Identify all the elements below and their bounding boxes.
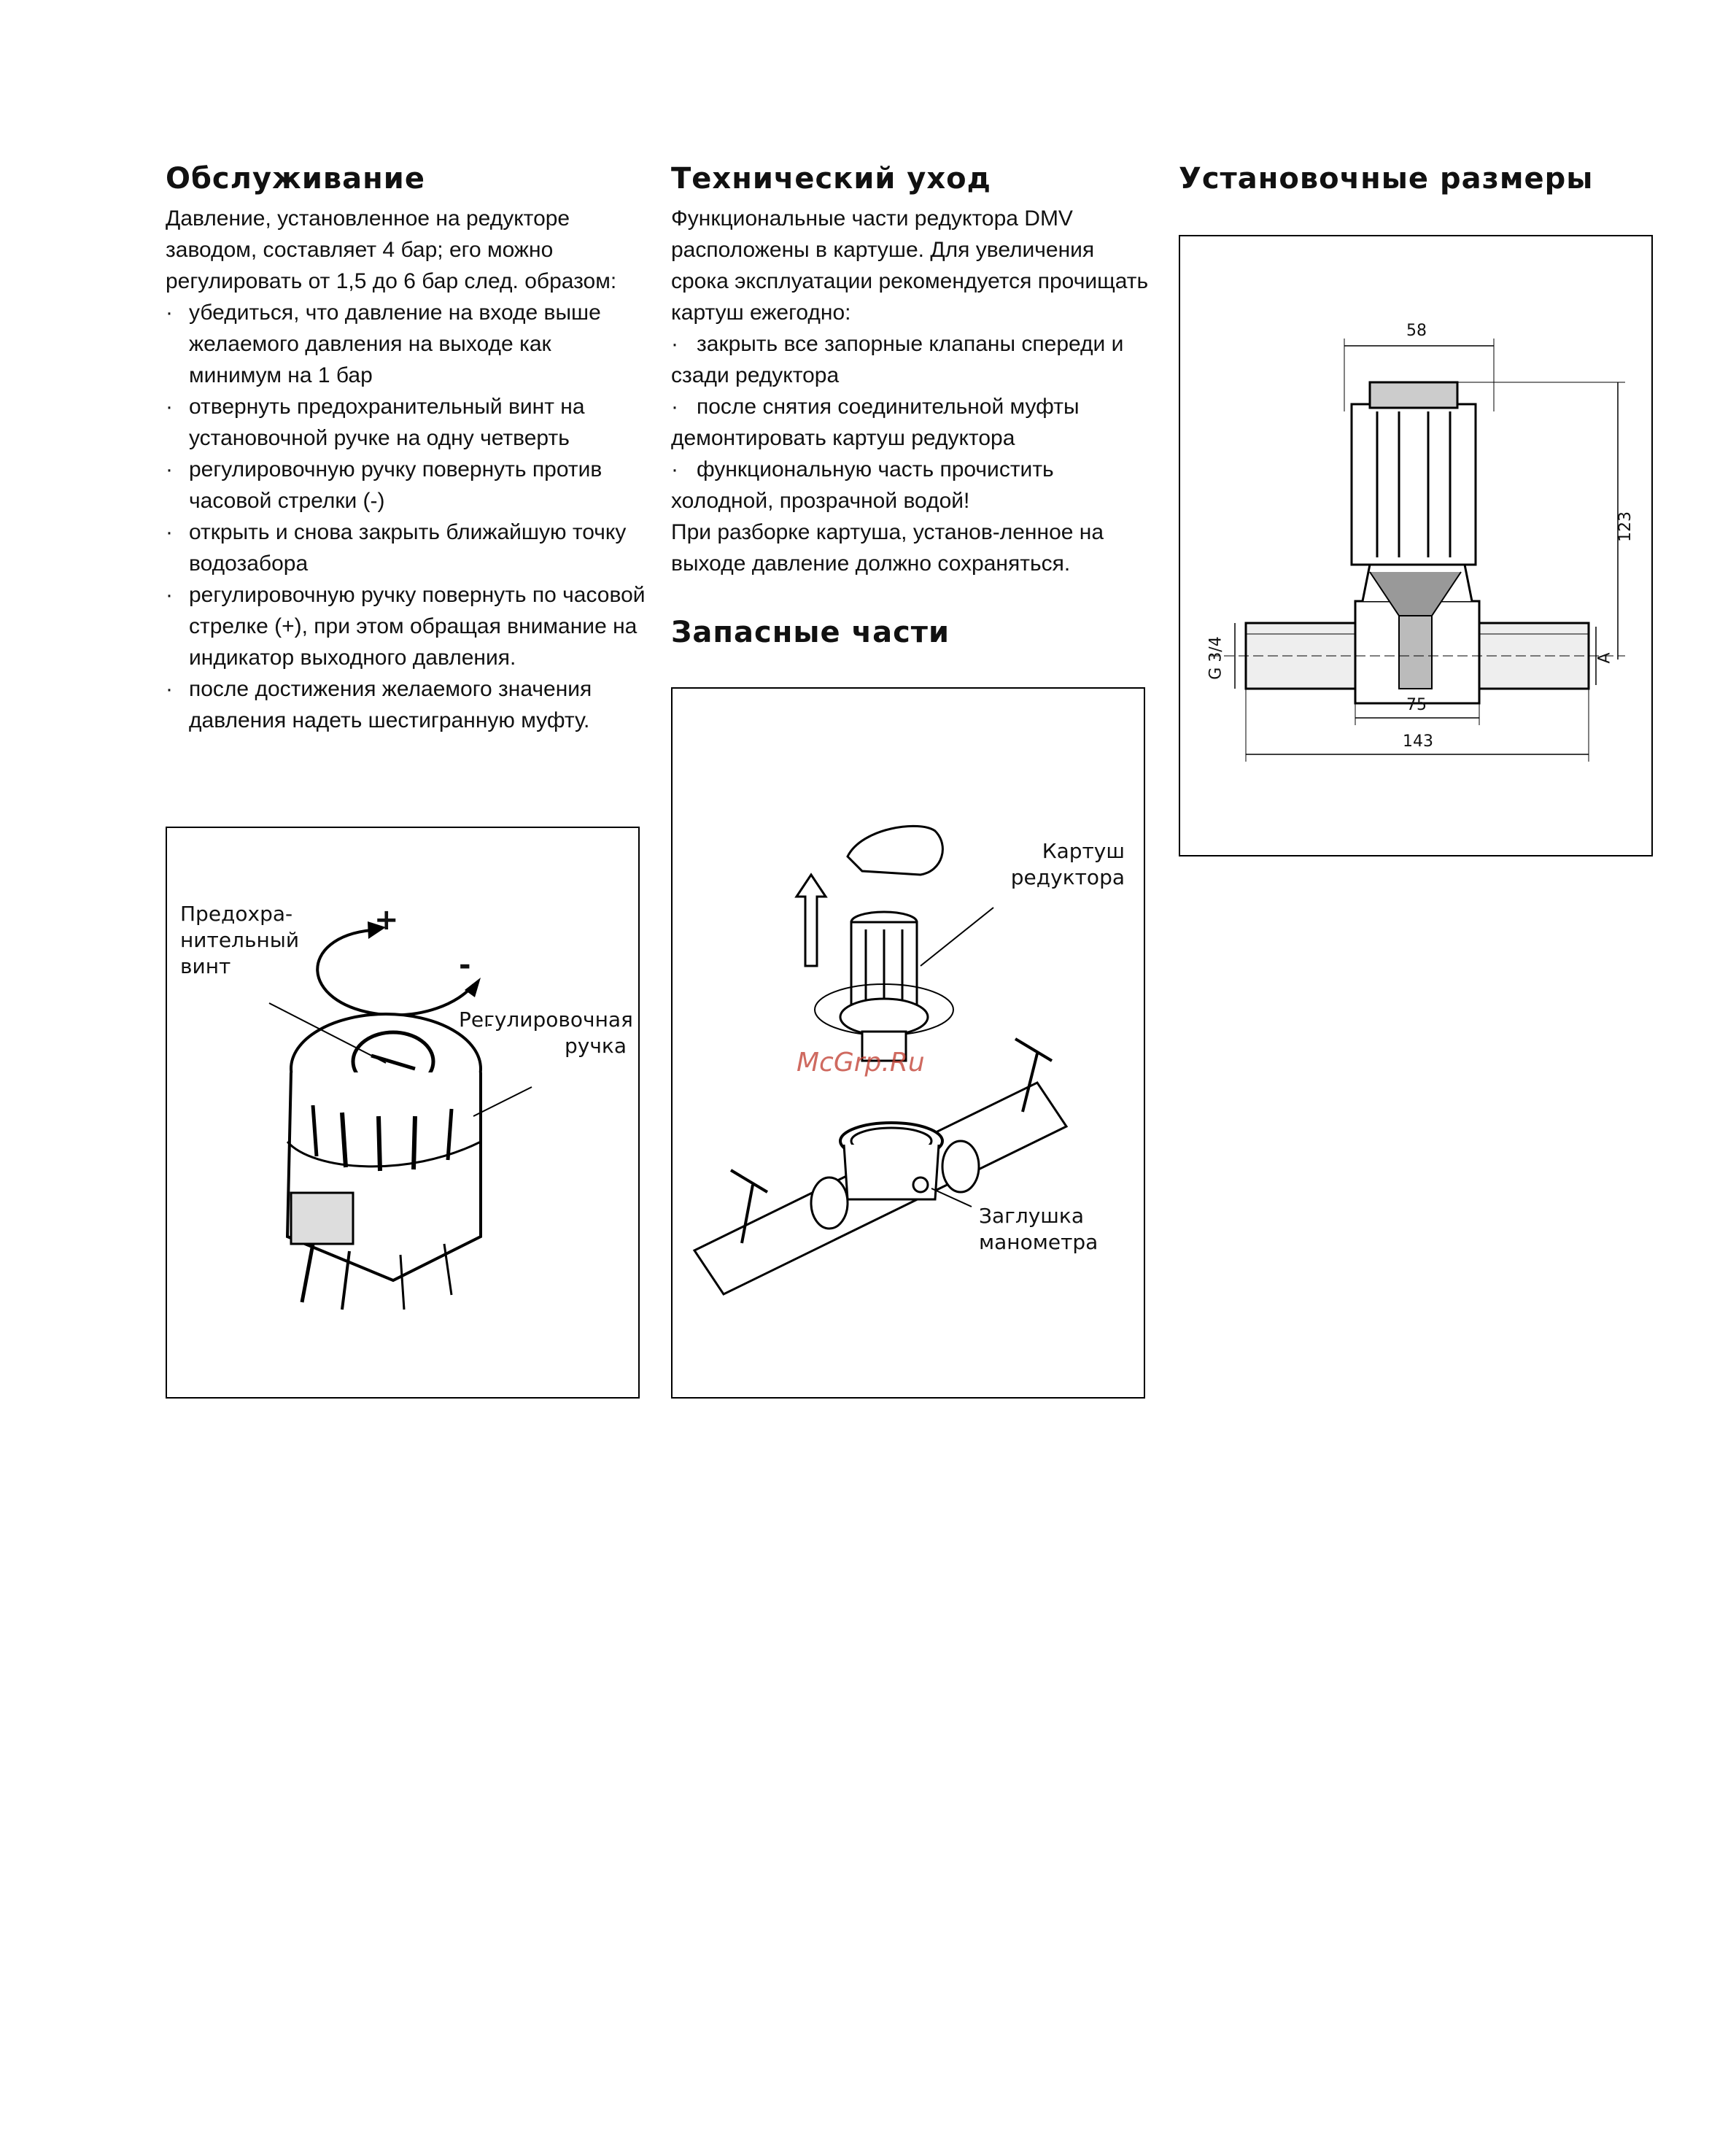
care-intro: Функциональные части редуктора DMV расположены в картуше. Для увеличения срока эксплуатации рекомендуется прочищать картуш ежегодно:	[671, 206, 1149, 325]
list-item: · убедиться, что давление на входе выше желаемого давления на выходе как минимум на 1 бар	[166, 297, 647, 391]
maintenance-heading: Обслуживание	[166, 162, 425, 196]
list-item: · регулировочную ручку повернуть против часовой стрелки (-)	[166, 454, 647, 517]
maintenance-care-section	[671, 162, 1152, 649]
spare-parts-figure	[671, 687, 1145, 1399]
dimensions-figure	[1179, 235, 1653, 856]
care-outro: При разборке картуша, установ-ленное на выходе давление должно сохраняться.	[671, 520, 1104, 576]
dim-width-top: 58	[1406, 322, 1427, 340]
list-item: · после достижения желаемого значения давления надеть шестигранную муфту.	[166, 673, 647, 736]
knob-figure	[166, 827, 640, 1399]
dim-thread: G 3/4	[1206, 636, 1225, 680]
plus-sign: +	[374, 903, 399, 937]
spare-parts-heading: Запасные части	[671, 616, 950, 649]
dim-a: A	[1595, 652, 1614, 664]
spare-parts-illustration	[673, 689, 1144, 1397]
list-item: · регулировочную ручку повернуть по часовой стрелке (+), при этом обращая внимание на индикатор выходного давления.	[166, 579, 647, 673]
safety-screw-label: Предохра- нительный винт	[180, 902, 300, 978]
list-item: · открыть и снова закрыть ближайшую точку водозабора	[166, 517, 647, 579]
list-item: · закрыть все запорные клапаны спереди и сзади редуктора	[671, 328, 1152, 391]
minus-sign: -	[459, 948, 471, 982]
adjusting-knob-label: Регулировочная ручка	[459, 1008, 633, 1058]
maintenance-section	[166, 162, 647, 736]
list-item: · отвернуть предохранительный винт на установочной ручке на одну четверть	[166, 391, 647, 454]
dim-total-length: 143	[1403, 732, 1433, 751]
list-item: · функциональную часть прочистить холодной, прозрачной водой!	[671, 454, 1152, 517]
dimensions-heading: Установочные размеры	[1179, 162, 1594, 196]
dim-body-width: 75	[1406, 696, 1427, 714]
maintenance-steps	[166, 297, 647, 736]
care-steps	[671, 328, 1152, 517]
watermark: McGrp.Ru	[797, 1048, 925, 1078]
list-item: · после снятия соединительной муфты демонтировать картуш редуктора	[671, 391, 1152, 454]
dimensions-section	[1179, 162, 1660, 196]
gauge-plug-label: Заглушка манометра	[979, 1204, 1098, 1254]
maintenance-intro: Давление, установленное на редукторе заводом, составляет 4 бар; его можно регулировать от 1,5 до 6 бар след. образом:	[166, 206, 617, 293]
dim-height: 123	[1616, 511, 1635, 542]
care-heading: Технический уход	[671, 162, 991, 196]
cartridge-label: Картуш редуктора	[1010, 839, 1125, 889]
